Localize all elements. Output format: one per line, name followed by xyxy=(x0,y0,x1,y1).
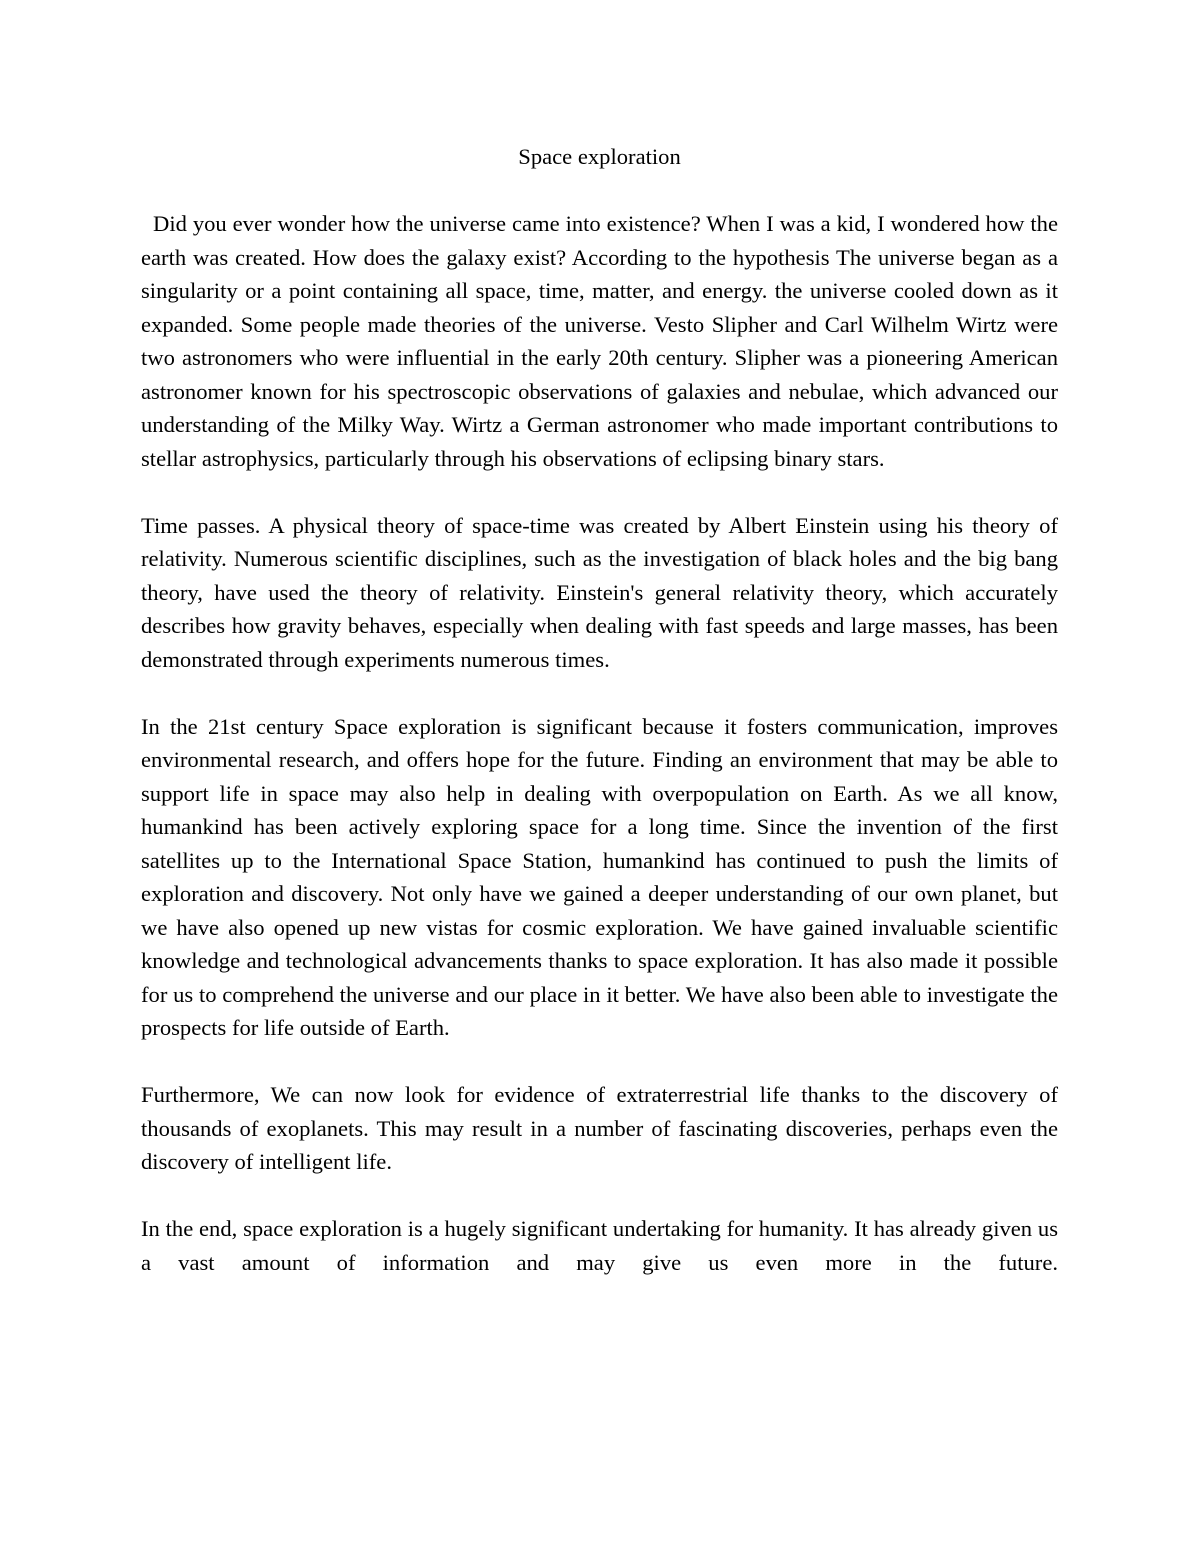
document-body xyxy=(141,140,1058,1279)
paragraph-conclusion: In the end, space exploration is a hugely significant undertaking for humanity. It has already given us a vast amount of information and may give us even more in the future. xyxy=(141,1216,1058,1275)
paragraph-21st-century: In the 21st century Space exploration is significant because it fosters communication, improves environmental research, and offers hope for the future. Finding an environment that may be able to support life in space may also help in dealing with overpopulation on Earth. As we all know, humankind has been actively exploring space for a long time. Since the invention of the first satellites up to the International Space Station, humankind has continued to push the limits of exploration and discovery. Not only have we gained a deeper understanding of our own planet, but we have also opened up new vistas for cosmic exploration. We have gained invaluable scientific knowledge and technological advancements thanks to space exploration. It has also made it possible for us to comprehend the universe and our place in it better. We have also been able to investigate the prospects for life outside of Earth. xyxy=(141,713,1058,1040)
document-title: Space exploration xyxy=(518,144,681,169)
paragraph-relativity: Time passes. A physical theory of space-time was created by Albert Einstein using his theory of relativity. Numerous scientific disciplines, such as the investigation of black holes and the big bang theory, have used the theory of relativity. Einstein's general relativity theory, which accurately describes how gravity behaves, especially when dealing with fast speeds and large masses, has been demonstrated through experiments numerous times. xyxy=(141,512,1058,672)
paragraph-exoplanets: Furthermore, We can now look for evidence of extraterrestrial life thanks to the discovery of thousands of exoplanets. This may result in a number of fascinating discoveries, perhaps even the discovery of intelligent life. xyxy=(141,1082,1058,1174)
paragraph-intro: Did you ever wonder how the universe came into existence? When I was a kid, I wondered how the earth was created. How does the galaxy exist? According to the hypothesis The universe began as a singularity or a point containing all space, time, matter, and energy. the universe cooled down as it expanded. Some people made theories of the universe. Vesto Slipher and Carl Wilhelm Wirtz were two astronomers who were influential in the early 20th century. Slipher was a pioneering American astronomer known for his spectroscopic observations of galaxies and nebulae, which advanced our understanding of the Milky Way. Wirtz a German astronomer who made important contributions to stellar astrophysics, particularly through his observations of eclipsing binary stars. xyxy=(141,211,1058,471)
